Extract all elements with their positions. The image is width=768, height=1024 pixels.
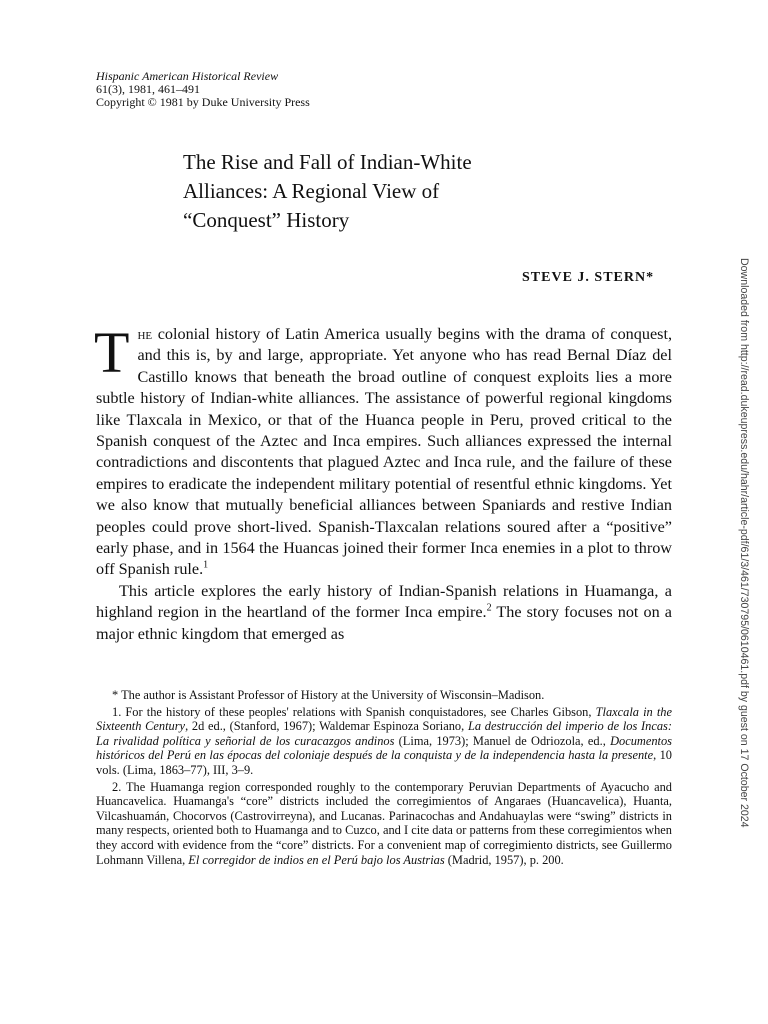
footnote-author: * The author is Assistant Professor of History at the University of Wisconsin–Madison. <box>112 688 545 702</box>
title-line-1: The Rise and Fall of Indian-White <box>183 150 472 174</box>
footnote-1-title-b: La destrucción del imperio de los Incas: La rivalidad política y señorial de los curacazgos andinos <box>96 719 672 748</box>
title-line-2: Alliances: A Regional View of <box>183 179 440 203</box>
article-author: STEVE J. STERN* <box>522 270 655 285</box>
footnote-1-text-b: , 2d ed., (Stanford, 1967); Waldemar Espinoza Soriano, <box>185 719 468 734</box>
footnote-2-text-b: (Madrid, 1957), p. 200. <box>444 852 564 867</box>
footnote-1-text-a: 1. For the history of these peoples' relations with Spanish conquistadores, see Charles Gibson, <box>112 704 596 719</box>
footnote-2-title: El corregidor de indios en el Perú bajo los Austrias <box>188 852 445 867</box>
journal-name: Hispanic American Historical Review <box>96 69 279 83</box>
paragraph-2 <box>96 581 672 645</box>
footnote-1-title-a: Tlaxcala in the Sixteenth Century <box>96 704 672 734</box>
footnote-1 <box>96 705 672 778</box>
footnote-1-title-c: Documentos históricos del Perú en las épocas del coloniaje después de la conquista y de la independencia hasta la presente <box>96 733 673 763</box>
paragraph-1-text: colonial history of Latin America usually begins with the drama of conquest, and this is, by and large, appropriate. Yet anyone who has read Bernal Díaz del Castillo knows that beneath the broad outline of conquest exploits lies a more subtle history of Indian-white alliances. The assistance of powerful regional kingdoms like Tlaxcala in Mexico, or that of the Huanca people in Peru, proved critical to the Spanish conquest of the Aztec and Inca empires. Such alliances expressed the internal contradictions and discontents that plagued Aztec and Inca rule, and the failure of these empires to eradicate the independent military potential of resentful ethnic kingdoms. Yet we also know that mutually beneficial alliances between Spaniards and restive Indian peoples could prove short-lived. Spanish-Tlaxcalan relations soured after a “positive” early phase, and in 1564 the Huancas joined their former Inca enemies in a plot to throw off Spanish rule. <box>96 325 672 579</box>
journal-volume: 61(3), 1981, 461–491 <box>96 82 200 96</box>
paragraph-2-text-b: The story focuses not on a major ethnic kingdom that emerged as <box>96 603 672 643</box>
footnote-1-text-d: , 10 vols. (Lima, 1863–77), III, 3–9. <box>96 748 672 777</box>
footnote-ref-2[interactable]: 2 <box>486 602 492 614</box>
journal-copyright: Copyright © 1981 by Duke University Press <box>96 95 310 109</box>
title-line-3: “Conquest” History <box>183 208 350 232</box>
footnote-1-text-c: (Lima, 1973); Manuel de Odriozola, ed., <box>394 733 611 748</box>
paragraph-1 <box>94 320 672 581</box>
footnote-ref-1[interactable]: 1 <box>203 560 209 572</box>
footnote-2-text-a: 2. The Huamanga region corresponded roughly to the contemporary Peruvian Departments of Ayacucho and Huancavelica. Huamanga's “core” districts included the corregimientos of Angaraes (Huancavelica), Huanta, Vilcashuamán, Chocorvos (Castrovirreyna), and Lucanas. Parinacochas and Andahuaylas were “swing” districts in many respects, oriented both to Huamanga and to Cuzco, and I cite data or patterns from these corregimientos when they accord with evidence from the “core” districts. For a convenient map of corregimiento districts, see Guillermo Lohmann Villena, <box>96 779 672 867</box>
article-body <box>94 320 672 645</box>
footnote-2 <box>96 780 672 868</box>
drop-cap: T <box>94 320 130 385</box>
lead-in: he <box>137 325 153 343</box>
article-title <box>183 148 603 235</box>
footnotes <box>96 688 672 869</box>
journal-header <box>96 70 310 109</box>
paragraph-2-text-a: This article explores the early history of Indian-Spanish relations in Huamanga, a highland region in the heartland of the former Inca empire. <box>96 581 672 622</box>
download-notice: Downloaded from http://read.dukeupress.edu/hahr/article-pdf/61/3/461/730795/0610461.pdf by guest on 17 October 2024 <box>738 258 750 828</box>
